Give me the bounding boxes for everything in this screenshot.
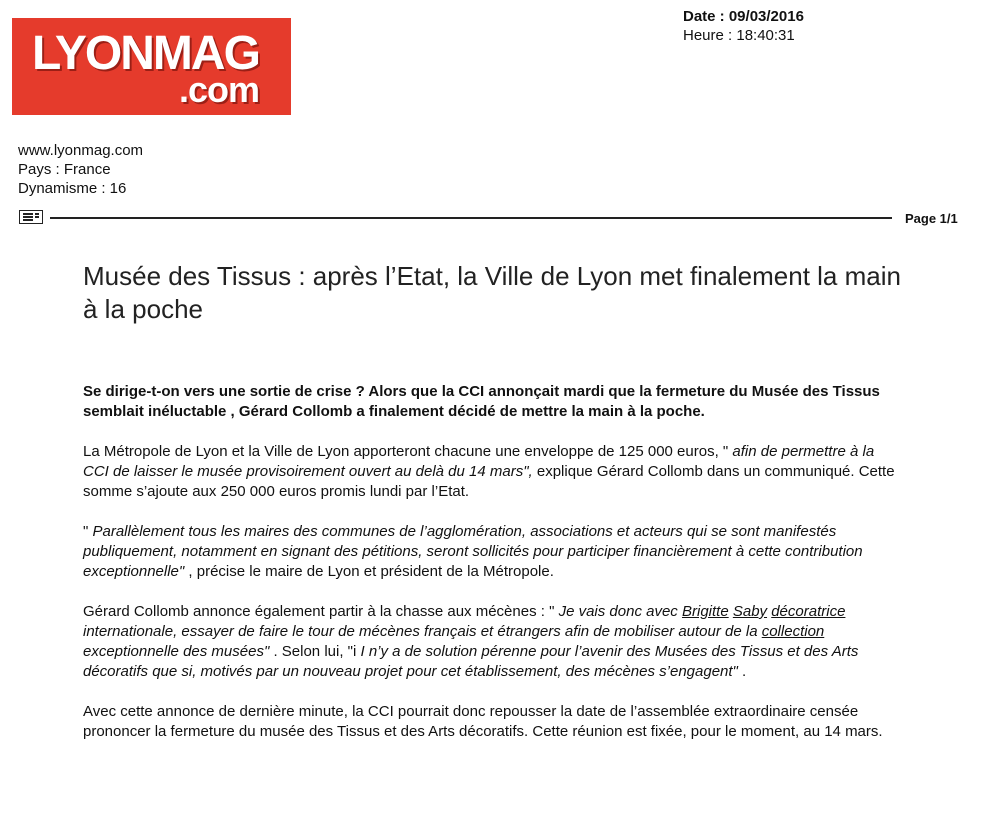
link-saby[interactable]: Saby <box>732 603 768 620</box>
article-lead: Se dirige-t-on vers une sortie de crise ? Alors que la CCI annonçait mardi que la fermeture du Musée des Tissus semblait inéluctable , Gérard Collomb a finalement décidé de mettre la main à la poche. <box>83 383 880 420</box>
site-url: www.lyonmag.com <box>18 142 144 159</box>
header-divider <box>50 217 892 219</box>
date-label: Date : 09/03/2016 <box>683 8 804 25</box>
link-collection[interactable]: collection <box>761 623 825 640</box>
article-body <box>83 382 903 762</box>
date-time-block <box>683 7 804 45</box>
logo-text-main: LYONMAG <box>32 27 259 80</box>
lyonmag-logo <box>12 18 291 115</box>
page-number: Page 1/1 <box>905 211 958 226</box>
link-decoratrice[interactable]: décoratrice <box>771 603 846 620</box>
document-icon <box>19 210 43 224</box>
logo-text-domain: .com <box>178 69 259 110</box>
country-label: Pays : France <box>18 161 111 178</box>
paragraph-1: La Métropole de Lyon et la Ville de Lyon apporteront chacune une enveloppe de 125 000 euros, " afin de permettre à la CCI de laisser le musée provisoirement ouvert au delà du 14 mars", explique Gérard Collomb dans un communiqué. Cette somme s’ajoute aux 250 000 euros promis lundi par l’Etat. <box>83 443 895 500</box>
dynamism-label: Dynamisme : 16 <box>18 180 127 197</box>
source-info <box>18 141 143 198</box>
paragraph-3: Gérard Collomb annonce également partir à la chasse aux mécènes : " Je vais donc avec Brigitte Saby décoratrice internationale, essayer de faire le tour de mécènes français et étrangers afin de mobiliser autour de la collection exceptionnelle des musées" . Selon lui, "i I n’y a de solution pérenne pour l’avenir des Musées des Tissus et des Arts décoratifs que si, motivés par un nouveau projet pour cet établissement, des mécènes s’engagent" . <box>83 603 859 680</box>
article-title: Musée des Tissus : après l’Etat, la Ville de Lyon met finalement la main à la poche <box>83 261 901 324</box>
paragraph-2: " Parallèlement tous les maires des communes de l’agglomération, associations et acteurs qui se sont manifestés publiquement, notamment en signant des pétitions, seront sollicités pour participer financièrement à cette contribution exceptionnelle" , précise le maire de Lyon et président de la Métropole. <box>83 523 863 580</box>
time-label: Heure : 18:40:31 <box>683 27 795 44</box>
link-brigitte[interactable]: Brigitte <box>681 603 729 620</box>
paragraph-4: Avec cette annonce de dernière minute, la CCI pourrait donc repousser la date de l’assemblée extraordinaire censée prononcer la fermeture du musée des Tissus et des Arts décoratifs. Cette réunion est fixée, pour le moment, au 14 mars. <box>83 703 883 740</box>
